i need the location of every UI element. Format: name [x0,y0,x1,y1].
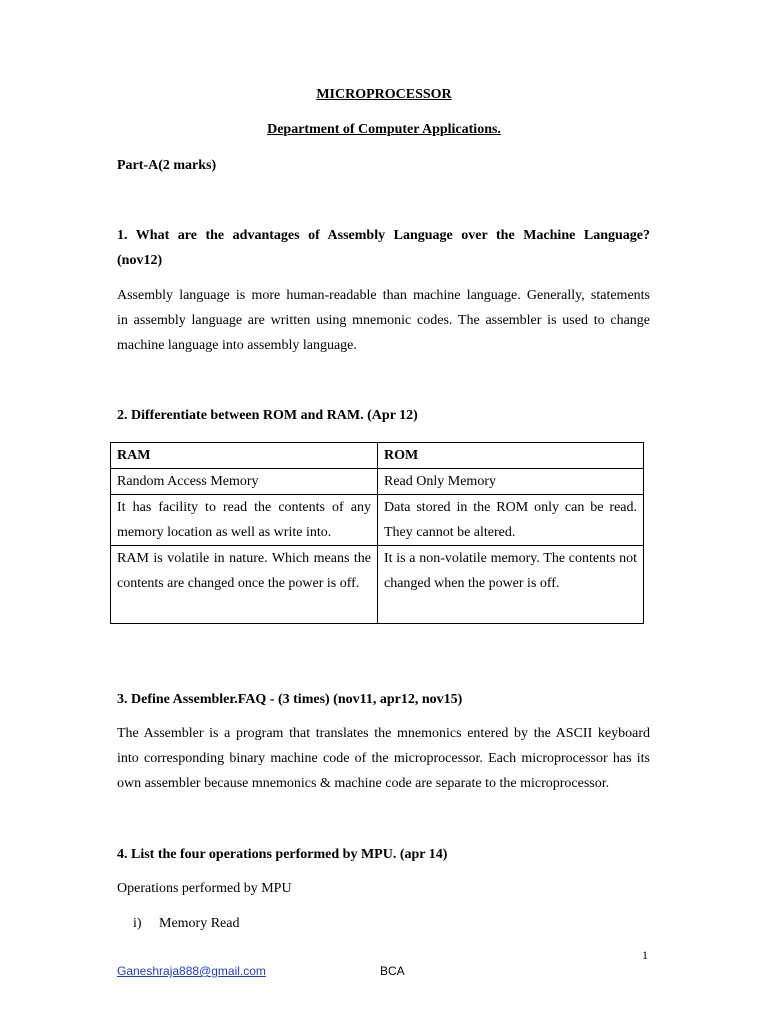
question-2: 2. Differentiate between ROM and RAM. (Apr 12) [117,408,418,423]
table-cell: Read Only Memory [378,469,644,495]
table-cell: Random Access Memory [111,469,378,495]
part-heading: Part-A(2 marks) [117,158,217,173]
ram-rom-table [110,442,644,624]
question-3: 3. Define Assembler.FAQ - (3 times) (nov11, apr12, nov15) [117,692,463,707]
page-number: 1 [642,948,648,962]
answer-3-line-3: own assembler because mnemonics & machine code are separate to the microprocessor. [117,776,610,791]
table-header-rom: ROM [378,443,644,469]
table-cell: It is a non-volatile memory. The contents not changed when the power is off. [378,546,644,624]
table-cell: It has facility to read the contents of any memory location as well as write into. [111,495,378,546]
table-header-ram: RAM [111,443,378,469]
answer-1-line-3: machine language into assembly language. [117,338,357,353]
table-row [111,546,644,624]
table-cell: Data stored in the ROM only can be read. They cannot be altered. [378,495,644,546]
table-row [111,495,644,546]
footer-center-text: BCA [380,964,405,978]
question-1-line-1: 1. What are the advantages of Assembly Language over the Machine Language? [117,228,650,243]
document-title: MICROPROCESSOR [316,87,452,102]
list-item-number: i) [133,916,142,931]
answer-1-line-1: Assembly language is more human-readable than machine language. Generally, statements [117,288,650,303]
table-header-row [111,443,644,469]
question-4: 4. List the four operations performed by MPU. (apr 14) [117,847,448,862]
question-1-line-2: (nov12) [117,253,163,268]
footer-email-link[interactable]: Ganeshraja888@gmail.com [117,964,266,978]
table-row [111,469,644,495]
table-cell: RAM is volatile in nature. Which means the contents are changed once the power is off. [111,546,378,624]
operations-intro: Operations performed by MPU [117,881,292,896]
list-item-text: Memory Read [159,916,240,931]
answer-3-line-2: into corresponding binary machine code of the microprocessor. Each microprocessor has its [117,751,650,766]
list-item [133,911,239,936]
answer-3-line-1: The Assembler is a program that translates the mnemonics entered by the ASCII keyboard [117,726,650,741]
answer-1-line-2: in assembly language are written using mnemonic codes. The assembler is used to change [117,313,650,328]
department-heading: Department of Computer Applications. [267,122,501,137]
